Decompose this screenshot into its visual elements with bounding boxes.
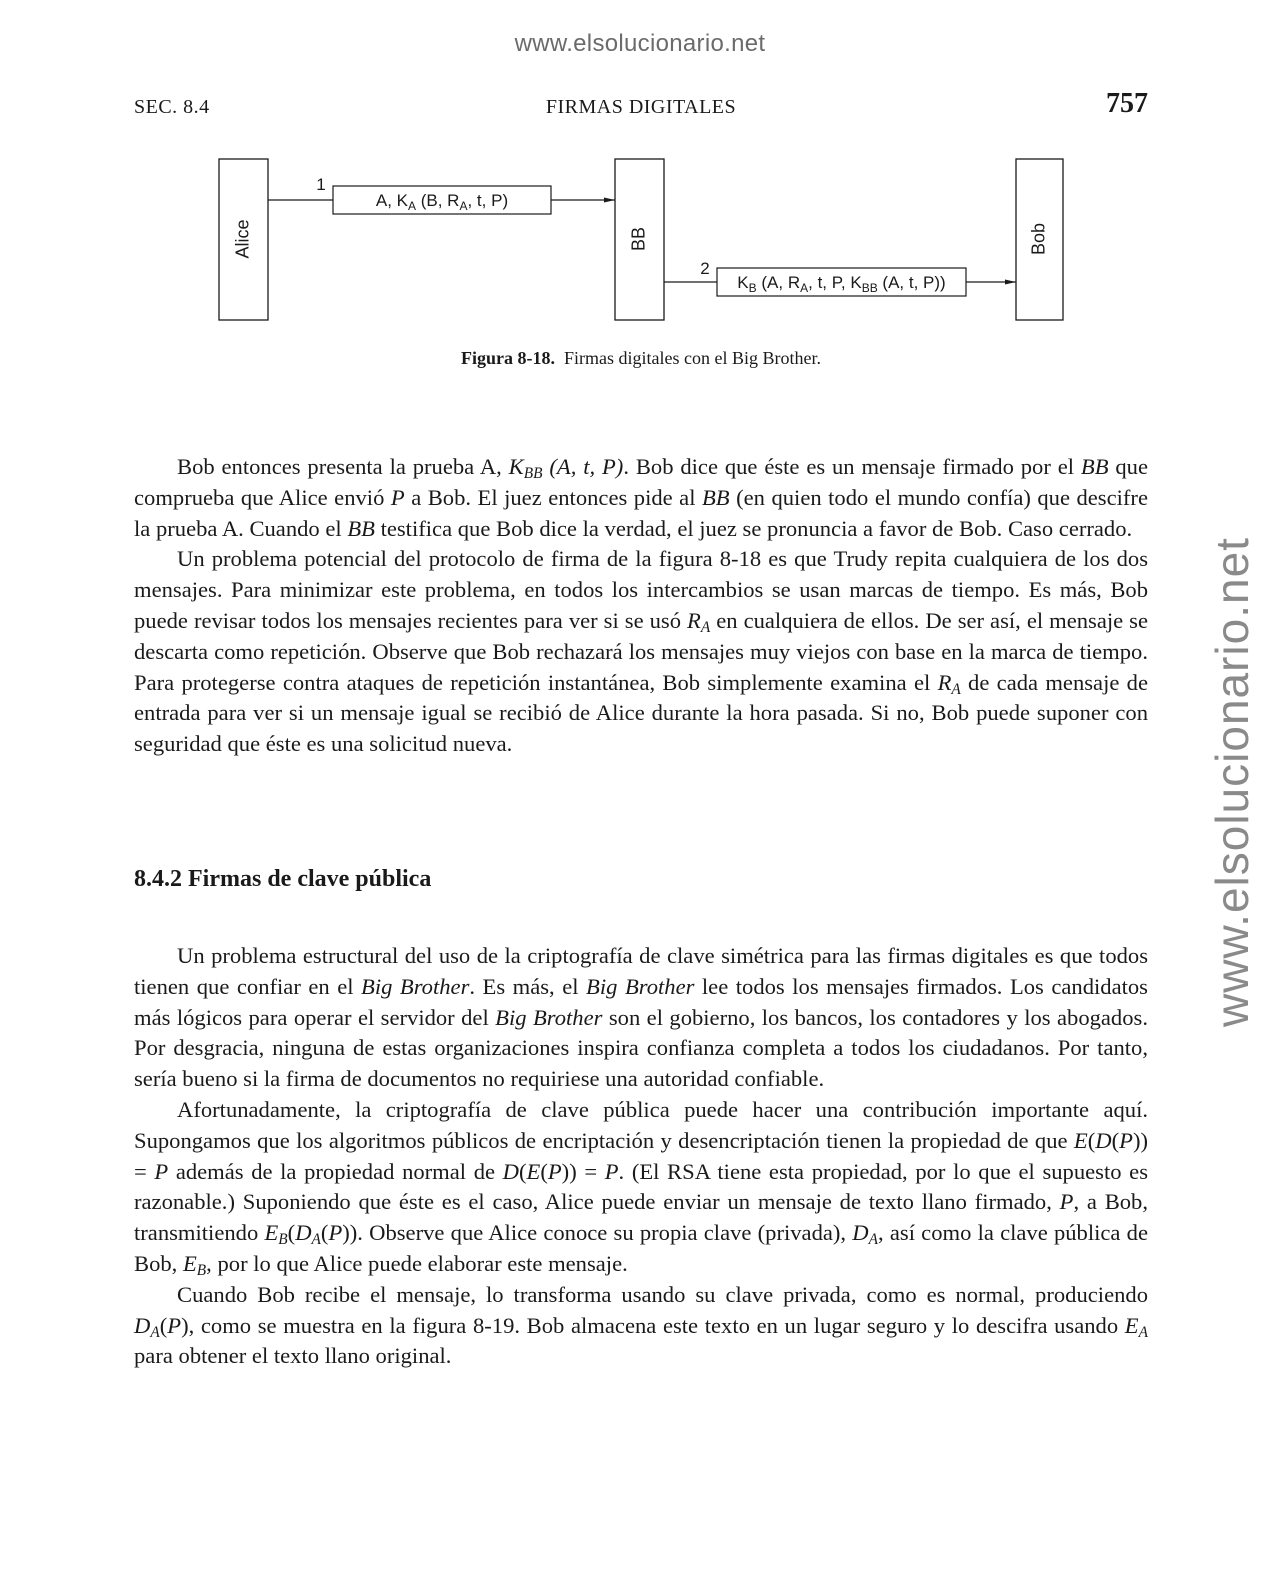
paragraph-2: Un problema potencial del protocolo de firma de la figura 8-18 es que Trudy repita cualquiera de los dos mensajes. Para minimizar este problema, en todos los intercambios se usan marcas de tiempo. Es más, Bob puede revisar todos los mensajes recientes para ver si se usó $R_A$ en cualquiera de ellos. De ser así, el mensaje se descarta como repetición. Observe que Bob rechazará los mensajes muy viejos con base en la marca de tiempo. Para protegerse contra ataques de repetición instantánea, Bob simplemente examina el $R_A$ de cada mensaje de entrada para ver si un mensaje igual se recibió de Alice durante la hora pasada. Si no, Bob puede suponer con seguridad que éste es una solicitud nueva. [134, 546, 1149, 757]
message-1-number: 1 [316, 175, 326, 194]
message-2-number: 2 [700, 259, 710, 278]
chapter-title: FIRMAS DIGITALES [545, 96, 737, 118]
message-1-label: A, $K_A$ (B, $R_A$, t, P) [375, 191, 509, 213]
paragraph-5: Cuando Bob recibe el mensaje, lo transforma usando su clave privada, como es normal, produciendo $D_A(P)$, como se muestra en la figura 8-19. Bob almacena este texto en un lugar seguro y lo descifra usando $E_A$ para obtener el texto llano original. [134, 1281, 1148, 1369]
bob-label: Bob [1028, 222, 1049, 256]
figure-8-18 [200, 150, 1080, 330]
paragraph-4: Afortunadamente, la criptografía de clave pública puede hacer una contribución importante aquí. Supongamos que los algoritmos públicos de encriptación y desencriptación tienen la propiedad de que E(D(P)) = P además de la propiedad normal de D(E(P)) = P. (El RSA tiene esta propiedad, por lo que el supuesto es razonable.) Suponiendo que éste es el caso, Alice puede enviar un mensaje de texto llano firmado, P, a Bob, transmitiendo $E_B(D_A(P))$. Observe que Alice conoce su propia clave (privada), $D_A$, así como la clave pública de Bob, $E_B$, por lo que Alice puede elaborar este mensaje. [134, 1096, 1149, 1279]
caption-label: Figura 8-18. [461, 348, 556, 368]
running-head [134, 88, 1148, 124]
paragraph-1: Bob entonces presenta la prueba A, $K_{BB}$ (A, t, P). Bob dice que éste es un mensaje firmado por el BB que comprueba que Alice envió P a Bob. El juez entonces pide al BB (en quien todo el mundo confía) que descifre la prueba A. Cuando el BB testifica que Bob dice la verdad, el juez se pronuncia a favor de Bob. Caso cerrado. [134, 454, 1148, 541]
section-number: SEC. 8.4 [134, 96, 210, 118]
watermark-side: www.elsolucionario.net [1206, 537, 1258, 1027]
body-block-2 [134, 941, 1148, 1372]
section-heading: 8.4.2 Firmas de clave pública [134, 866, 432, 892]
bb-label: BB [628, 226, 649, 252]
protocol-diagram [200, 150, 1080, 330]
body-block-1 [134, 452, 1148, 760]
paragraph-3: Un problema estructural del uso de la criptografía de clave simétrica para las firmas digitales es que todos tienen que confiar en el Big Brother. Es más, el Big Brother lee todos los mensajes firmados. Los candidatos más lógicos para operar el servidor del Big Brother son el gobierno, los bancos, los contadores y los abogados. Por desgracia, ninguna de estas organizaciones inspira confianza completa a todos los ciudadanos. Por tanto, sería bueno si la firma de documentos no requiriese una autoridad confiable. [134, 943, 1148, 1092]
page-number: 757 [1106, 88, 1148, 119]
message-2-label: $K_B$ (A, $R_A$, t, P, $K_{BB}$ (A, t, P)) [737, 273, 946, 295]
watermark-top: www.elsolucionario.net [514, 30, 766, 57]
figure-caption [134, 348, 1148, 369]
caption-text: Firmas digitales con el Big Brother. [564, 348, 821, 368]
alice-label: Alice [232, 219, 253, 259]
